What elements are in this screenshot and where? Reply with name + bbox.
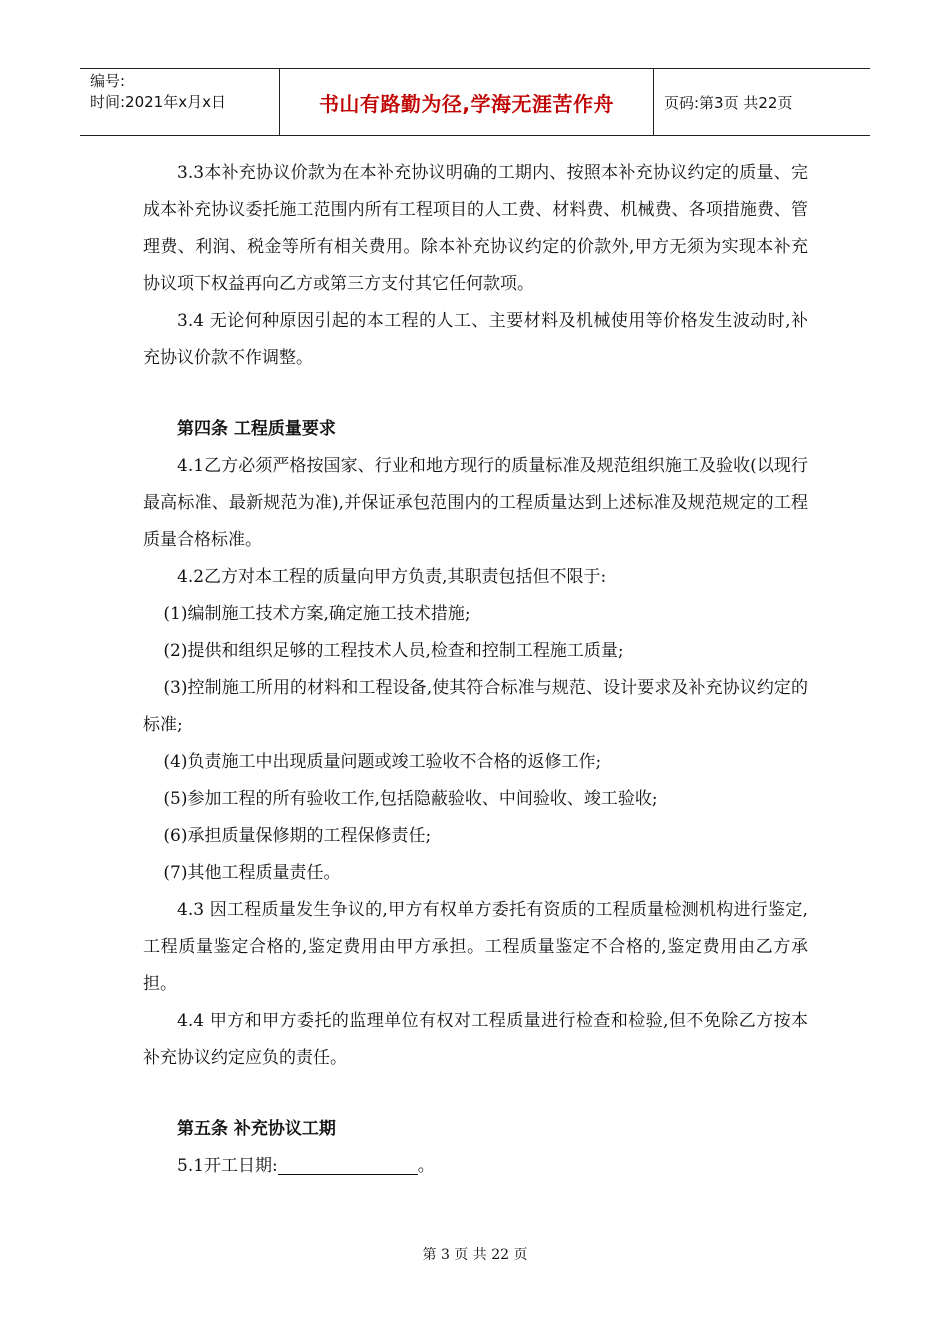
duty-item: (2)提供和组织足够的工程技术人员,检查和控制工程施工质量; bbox=[163, 641, 624, 661]
document-body bbox=[143, 155, 808, 1185]
start-date-end: 。 bbox=[417, 1156, 435, 1176]
header-meta bbox=[80, 69, 280, 135]
duty-item: (5)参加工程的所有验收工作,包括隐蔽验收、中间验收、竣工验收; bbox=[163, 789, 658, 809]
document-time: 时间:2021年x月x日 bbox=[90, 93, 226, 111]
duty-item: (6)承担质量保修期的工程保修责任; bbox=[163, 826, 432, 846]
page-header bbox=[80, 68, 870, 136]
duty-item: (4)负责施工中出现质量问题或竣工验收不合格的返修工作; bbox=[163, 752, 602, 772]
start-date-label: 5.1开工日期: bbox=[177, 1156, 278, 1176]
article-5-heading: 第五条 补充协议工期 bbox=[177, 1119, 336, 1139]
duty-item: (3)控制施工所用的材料和工程设备,使其符合标准与规范、设计要求及补充协议约定的标准; bbox=[143, 678, 808, 735]
clause-4-2: 4.2乙方对本工程的质量向甲方负责,其职责包括但不限于: bbox=[177, 567, 607, 587]
article-4-heading: 第四条 工程质量要求 bbox=[177, 419, 336, 439]
clause-3-4: 3.4 无论何种原因引起的本工程的人工、主要材料及机械使用等价格发生波动时,补充协议价款不作调整。 bbox=[143, 311, 808, 368]
clause-4-1: 4.1乙方必须严格按国家、行业和地方现行的质量标准及规范组织施工及验收(以现行最高标准、最新规范为准),并保证承包范围内的工程质量达到上述标准及规范规定的工程质量合格标准。 bbox=[143, 456, 808, 550]
page-footer: 第 3 页 共 22 页 bbox=[422, 1247, 528, 1263]
start-date-blank[interactable] bbox=[278, 1152, 418, 1175]
duty-item: (7)其他工程质量责任。 bbox=[163, 863, 341, 883]
header-page-info: 页码:第3页 共22页 bbox=[664, 93, 793, 112]
clause-4-3: 4.3 因工程质量发生争议的,甲方有权单方委托有资质的工程质量检测机构进行鉴定,工程质量鉴定合格的,鉴定费用由甲方承担。工程质量鉴定不合格的,鉴定费用由乙方承担。 bbox=[143, 900, 808, 994]
header-motto: 书山有路勤为径,学海无涯苦作舟 bbox=[280, 69, 654, 135]
document-number: 编号: bbox=[90, 72, 126, 90]
duty-item: (1)编制施工技术方案,确定施工技术措施; bbox=[163, 604, 471, 624]
clause-4-4: 4.4 甲方和甲方委托的监理单位有权对工程质量进行检查和检验,但不免除乙方按本补充协议约定应负的责任。 bbox=[143, 1011, 808, 1068]
clause-5-1 bbox=[143, 1148, 808, 1185]
clause-3-3: 3.3本补充协议价款为在本补充协议明确的工期内、按照本补充协议约定的质量、完成本补充协议委托施工范围内所有工程项目的人工费、材料费、机械费、各项措施费、管理费、利润、税金等所有相关费用。除本补充协议约定的价款外,甲方无须为实现本补充协议项下权益再向乙方或第三方支付其它任何款项。 bbox=[143, 163, 808, 294]
